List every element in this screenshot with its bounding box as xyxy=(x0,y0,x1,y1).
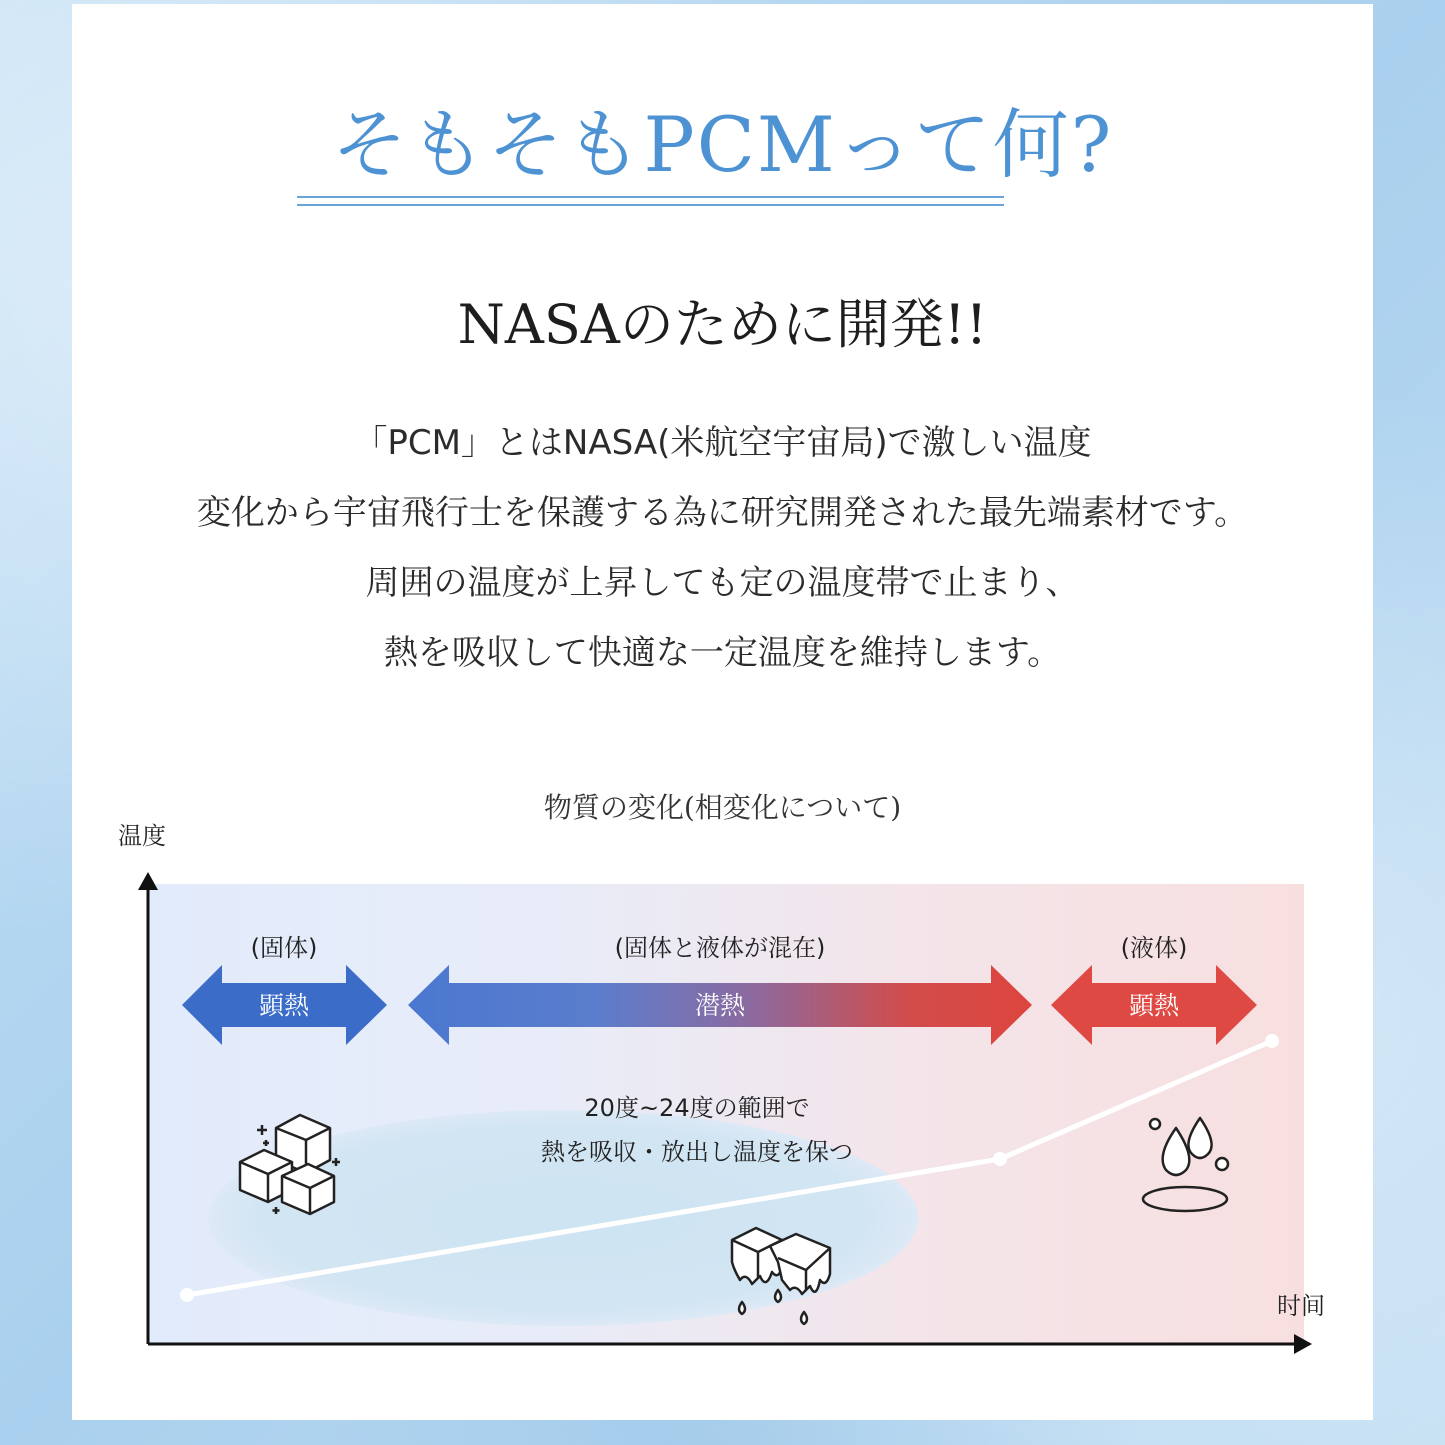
x-axis-label: 时间 xyxy=(1277,1292,1325,1320)
description-line: 熱を吸収して快適な一定温度を維持します。 xyxy=(383,633,1062,673)
description-line: 周囲の温度が上昇しても定の温度帯で止まり、 xyxy=(365,563,1080,603)
subtitle: NASAのために開発!! xyxy=(457,293,988,356)
phase-caption-solid: (固体) xyxy=(250,934,318,962)
diagram-title: 物質の変化(相変化について) xyxy=(543,791,902,824)
note-line: 熱を吸収・放出し温度を保つ xyxy=(541,1138,853,1166)
y-axis-arrowhead xyxy=(138,872,158,890)
phase-caption-liquid: (液体) xyxy=(1120,934,1188,962)
latent-heat-label: 潜熱 xyxy=(694,991,746,1020)
page-title: そもそもPCMって何? xyxy=(331,100,1114,189)
curve-point xyxy=(1265,1034,1279,1048)
curve-point xyxy=(180,1288,194,1302)
curve-point xyxy=(993,1152,1007,1166)
sensible-heat-label: 顕熱 xyxy=(258,991,310,1020)
description-line: 変化から宇宙飛行士を保護する為に研究開発された最先端素材です。 xyxy=(196,493,1249,533)
phase-caption-mixed: (固体と液体が混在) xyxy=(614,934,826,962)
description-line: 「PCM」とはNASA(米航空宇宙局)で激しい温度 xyxy=(353,423,1092,463)
sensible-heat-label: 顕熱 xyxy=(1128,991,1180,1020)
note-line: 20度~24度の範囲で xyxy=(584,1094,810,1122)
y-axis-label: 温度 xyxy=(118,822,166,850)
